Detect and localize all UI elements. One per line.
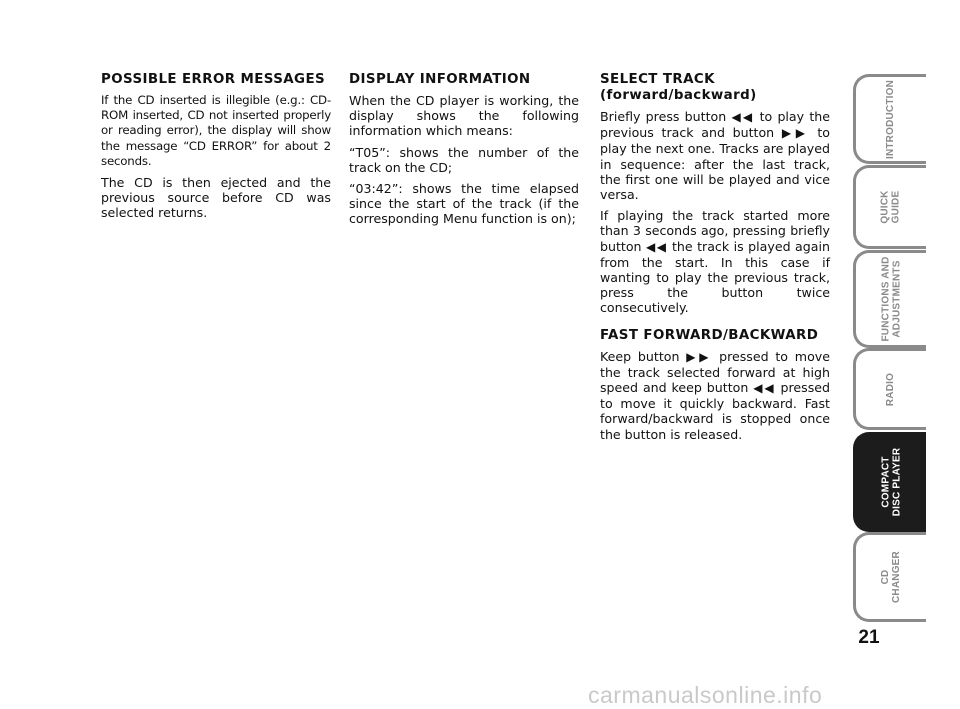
paragraph: “03:42”: shows the time elapsed since the start of the track (if the corresponding Menu function is on); xyxy=(349,181,579,227)
text-run: the track is played again from the start. In this case if wanting to play the previous track, press the button twice consecutively. xyxy=(600,238,830,316)
section-heading: FAST FORWARD/BACKWARD xyxy=(600,327,819,343)
tab-label: DISC PLAYER xyxy=(890,447,902,517)
text-run: Keep button xyxy=(600,348,680,364)
text-run: Briefly press button xyxy=(600,109,727,124)
tab-functions-adjustments[interactable] xyxy=(853,250,926,348)
tab-introduction[interactable] xyxy=(853,74,926,164)
text-run: to play the previous track and button xyxy=(600,109,830,141)
text-run: If playing the track started more than 3 seconds ago, pressing briefly button xyxy=(600,208,830,254)
fast-forward-icon: ▶▶ xyxy=(686,349,713,364)
tab-radio[interactable] xyxy=(853,348,926,430)
fast-forward-icon: ▶▶ xyxy=(781,126,810,141)
select-track-section xyxy=(600,72,830,448)
tab-label: QUICK xyxy=(879,190,891,224)
tab-label: FUNCTIONS AND xyxy=(880,256,892,342)
tab-label: RADIO xyxy=(885,372,897,406)
text-run: pressed to move it quickly backward. Fast forward/backward is stopped once the button is released. xyxy=(600,380,830,442)
section-heading: POSSIBLE ERROR MESSAGES xyxy=(101,72,326,87)
tab-quick-guide[interactable] xyxy=(853,165,926,249)
tab-label: CD xyxy=(880,569,891,585)
tab-label: CHANGER xyxy=(891,551,902,603)
tab-cd-changer[interactable] xyxy=(853,532,926,622)
paragraph xyxy=(600,208,830,315)
tab-label: ADJUSTMENTS xyxy=(891,260,903,338)
section-heading xyxy=(600,72,830,104)
rewind-icon: ◀◀ xyxy=(646,239,668,254)
paragraph: The CD is then ejected and the previous source before CD was selected returns. xyxy=(101,175,331,221)
rewind-icon: ◀◀ xyxy=(731,110,755,124)
page-number: 21 xyxy=(858,627,880,648)
text-run: to play the next one. Tracks are played in sequence: after the last track, the first one will be played and vice versa. xyxy=(600,125,830,203)
heading-line: SELECT TRACK xyxy=(600,72,715,87)
text-run: pressed to move the track selected forward at high speed and keep button xyxy=(600,348,830,396)
paragraph: When the CD player is working, the display shows the following information which means: xyxy=(349,93,579,139)
rewind-icon: ◀◀ xyxy=(753,381,776,396)
display-information-section xyxy=(349,72,579,233)
tab-compact-disc-player[interactable] xyxy=(853,432,926,532)
paragraph xyxy=(600,109,830,202)
section-heading: DISPLAY INFORMATION xyxy=(349,72,531,87)
tab-label: INTRODUCTION xyxy=(885,79,897,159)
error-messages-section xyxy=(101,72,331,227)
tab-label: COMPACT xyxy=(879,456,891,508)
paragraph: If the CD inserted is illegible (e.g.: CD-ROM inserted, CD not inserted properly or reading error), the display will show the message “CD ERROR” for about 2 seconds. xyxy=(101,93,331,168)
tab-label: GUIDE xyxy=(890,190,902,224)
heading-line: (forward/backward) xyxy=(600,88,757,103)
watermark: carmanualsonline.info xyxy=(588,682,823,708)
paragraph xyxy=(600,349,830,442)
paragraph: “T05”: shows the number of the track on the CD; xyxy=(349,144,579,175)
